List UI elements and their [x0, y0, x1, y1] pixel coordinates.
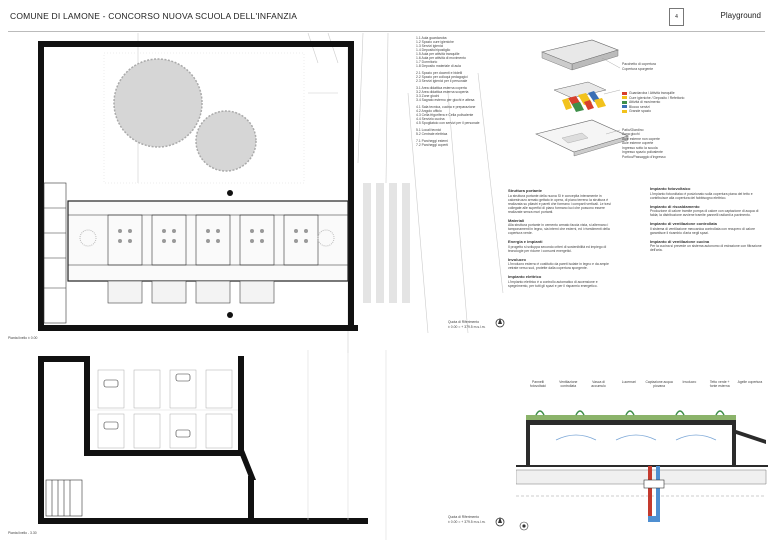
- legend-swatch: [622, 101, 627, 104]
- text-heading: Impianto di riscaldamento: [650, 203, 700, 209]
- text-body: L'impianto fotovoltaico è posizionato sulla copertura piana del tetto e contribuisce alla copertura del fabbisogno elettrico.: [650, 191, 753, 200]
- header-divider: [8, 31, 765, 32]
- axo-leader-lines: [602, 58, 620, 134]
- room-legend-item: 4.1 Sala tecnica, cucina e preparazione: [416, 105, 476, 109]
- section-label: Lucernari: [621, 380, 636, 384]
- room-legend-item: 4.3 Cella frigorifera e Cella polivalente: [416, 113, 474, 117]
- page-title: COMUNE DI LAMONE - CONCORSO NUOVA SCUOLA DELL'INFANZIA: [10, 11, 298, 21]
- room-legend-item: 5.2 Centrale elettrica: [416, 132, 448, 136]
- section-label: Ventilazione controllata: [559, 380, 578, 388]
- room-legend-item: 2.1 Spazio per docenti e bidelli: [416, 71, 463, 75]
- room-legend-item: 2.3 Servizi igienici per il personale: [416, 79, 468, 83]
- outdoor-classrooms: [108, 281, 274, 303]
- room-legend-item: 4.2 Angolo ufficio: [416, 109, 442, 113]
- section-label: Involucro: [682, 380, 697, 384]
- text-column-right: [650, 182, 765, 252]
- section-airflow: [556, 435, 716, 440]
- room-legend-item: 7.2 Parcheggi coperti: [416, 143, 449, 147]
- text-body: Produzione di calore tramite pompa di calore con captazione di acqua di falda; la distribuzione avviene tramite pannelli radianti a pavimento.: [650, 209, 759, 218]
- axo-legend-label: Blocco servizi: [629, 104, 650, 109]
- section-labels: [524, 380, 764, 400]
- basement-quota-label: Quota di Riferimento: [448, 515, 480, 519]
- room-legend-item: 3.1 Area didattica esterna coperta: [416, 86, 467, 90]
- axo-legend-label: Ingresso spazio polivalente: [622, 150, 663, 155]
- section-label: Vasca di accumulo: [591, 380, 606, 388]
- axo-legend-label: Patio/Giardino: [622, 127, 644, 132]
- room-legend-item: 1.7 Dormitorio: [416, 60, 438, 64]
- room-legend-item: 3.4 Sagrato esterno per giochi e attesa: [416, 98, 475, 102]
- room-legend-item: 4.4 Servizio cucina: [416, 117, 445, 121]
- text-heading: Impianto di ventilazione controllata: [650, 221, 717, 227]
- program-blocks: [554, 82, 606, 112]
- ground-quota-value: ± 0.00 = + 379.5 m.s.l.m.: [448, 325, 486, 329]
- section-label: Agelle copertura: [737, 380, 763, 384]
- room-legend-item: 7.1 Parcheggi esterni: [416, 139, 449, 143]
- room-legend-item: 3.2 Area didattica esterna scoperta: [416, 90, 469, 94]
- room-legend-item: 1.1 Aula guardaroba: [416, 36, 447, 40]
- text-heading: Materiali: [508, 217, 525, 223]
- axo-legend-label: Guardaroba / Attività tranquille: [629, 91, 675, 96]
- room-legend-item: 3.3 Zone giochi: [416, 94, 440, 98]
- basement-walls: [38, 356, 368, 524]
- energy-section: [516, 400, 768, 536]
- axo-legend: [622, 62, 762, 159]
- room-legend: [416, 36, 516, 147]
- section-label: Tetto verde + fonte esterna: [709, 380, 730, 388]
- sheet-mark-label: 4: [675, 14, 678, 20]
- axo-legend-label: Ingresso sotto la scuola: [622, 145, 658, 150]
- text-body: La struttura portante della nuova SI è concepita interamente in calcestruzzo armato gettato in opera, di piano terreno la struttura è realizzata su pilastri e pareti che formano i comparti verticali. Le travi collegate alle superfici di piano formano luci che possono essere realizzate senza muri portanti.: [508, 193, 611, 214]
- axo-legend-label: Portico/Passaggio d'ingresso: [622, 154, 666, 159]
- basement-plan: [8, 350, 508, 540]
- section-roof: [526, 411, 736, 425]
- axo-legend-item: [622, 67, 762, 72]
- room-legend-item: 1.4 Deposito/ripostiglio: [416, 48, 451, 52]
- sheet-mark: [669, 8, 684, 26]
- axo-legend-label: Aule esterne coperte: [622, 141, 654, 146]
- basement-stair: [46, 480, 82, 516]
- axo-legend-label: Grande spazio: [629, 109, 652, 114]
- room-legend-item: 5.1 Locali tecnici: [416, 128, 442, 132]
- ground-plan-label: Pianta livello ± 0.00: [8, 336, 38, 340]
- text-heading: Struttura portante: [508, 188, 542, 193]
- ground-quota-label: Quota di Riferimento: [448, 320, 480, 324]
- text-heading: Involucro: [508, 256, 527, 262]
- text-body: L'involucro esterno è costituito da pareti isolate in legno e da ampie vetrate verso sud, protette dalla copertura sporgente.: [508, 262, 609, 271]
- axo-legend-item: [622, 109, 762, 114]
- text-body: Il progetto si sviluppa secondo criteri di sostenibilità ed impiego di tecnologie per ridurre i consumi energetici.: [508, 244, 607, 253]
- north-arrow: [496, 318, 504, 327]
- text-body: Alla struttura portante in cemento armato faccia vista, si alternano i tamponamenti in legno, sia interni che esterni, ed i rivestimenti della copertura verde.: [508, 223, 610, 236]
- roof-layer: [542, 40, 618, 70]
- text-body: Per la cucina si prevede un sistema autonomo di estrazione con filtrazione dell'aria.: [650, 244, 762, 253]
- basement-north-arrow: [496, 517, 504, 526]
- tree-left: [114, 59, 202, 147]
- legend-swatch: [622, 105, 627, 108]
- section-label: Captazione acqua piovana: [645, 380, 673, 388]
- axo-legend-label: Copertura sporgente: [622, 66, 654, 71]
- service-rooms: [44, 183, 66, 323]
- legend-swatch: [622, 92, 627, 95]
- section-walls: [526, 425, 766, 465]
- text-body: Il sistema di ventilazione meccanica controllata con recupero di calore garantisce il ricambio d'aria negli spazi.: [650, 226, 755, 235]
- axo-legend-item: [622, 155, 762, 160]
- room-legend-item: 1.5 Aula per attività tranquille: [416, 52, 460, 56]
- school-building: [68, 201, 348, 281]
- legend-swatch: [622, 110, 627, 113]
- axo-legend-label: Pacchetto di copertura: [622, 62, 656, 67]
- room-legend-item: 1.6 Aula per attività di movimento: [416, 56, 466, 60]
- axo-legend-label: Attività di movimento: [629, 100, 661, 105]
- section-title: Playground: [720, 11, 761, 20]
- text-heading: Impianto fotovoltaico: [650, 186, 691, 191]
- room-legend-item: 1.2 Spazio cure igieniche: [416, 40, 454, 44]
- axo-legend-label: Zona giochi: [622, 132, 640, 137]
- text-body: L'impianto elettrico è a controllo automatico di accensione e spegnimento, per tutti gli spazi e per il risparmio energetico.: [508, 279, 598, 288]
- section-label: Pannelli fotovoltaici: [529, 380, 547, 388]
- legend-swatch: [622, 96, 627, 99]
- tree-right: [196, 111, 256, 171]
- room-legend-item: 4.5 Spogliatoio con servizi per il personale: [416, 121, 480, 125]
- basement-quota-value: ± 0.00 = + 379.5 m.s.l.m.: [448, 520, 486, 524]
- parking-strips: [363, 183, 410, 303]
- room-legend-item: 1.3 Servizi igienici: [416, 44, 444, 48]
- text-heading: Impianto elettrico: [508, 274, 542, 280]
- text-heading: Impianto di ventilazione cucina: [650, 238, 710, 244]
- parked-cars: [104, 374, 190, 437]
- room-legend-item: 1.8 Deposito materiale di aula: [416, 64, 461, 68]
- axo-legend-label: Aule esterne non coperte: [622, 136, 660, 141]
- text-heading: Energia e impianti: [508, 239, 543, 245]
- ground-layer: [536, 120, 628, 156]
- basement-plan-label: Pianta livello - 3.30: [8, 531, 37, 535]
- section-ground: [516, 466, 768, 496]
- text-column-left: [508, 184, 618, 288]
- room-legend-item: 2.2 Spazio per colloqui pedagogici: [416, 75, 468, 79]
- section-sun-icon: [520, 522, 528, 530]
- axo-legend-label: Cure igieniche / Deposito / Refettorio: [629, 95, 685, 100]
